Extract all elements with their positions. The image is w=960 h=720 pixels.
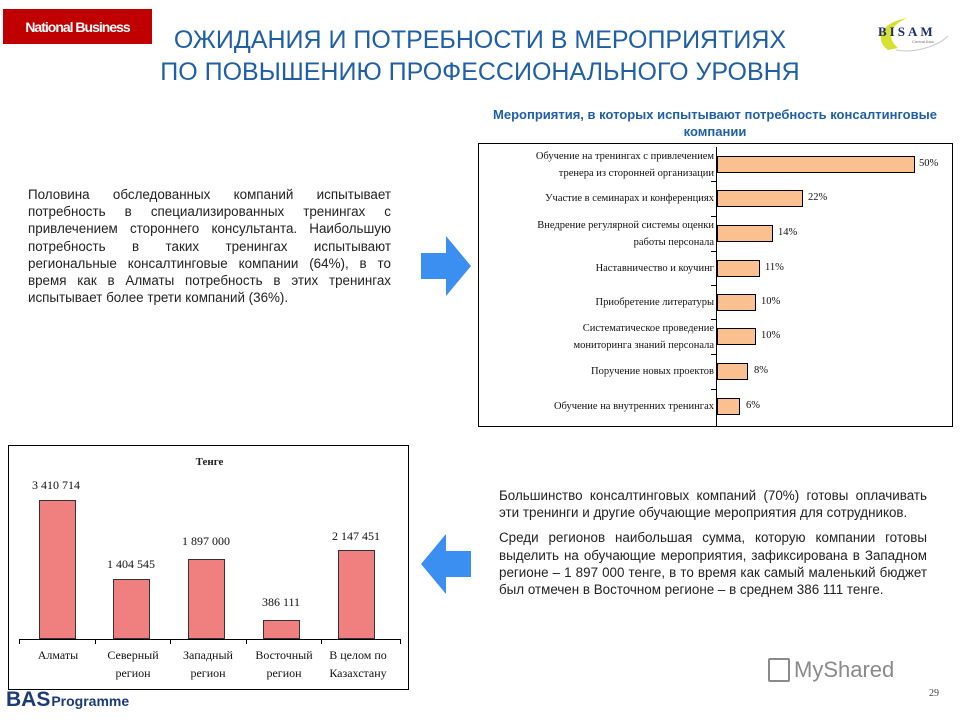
needs-bar-chart — [478, 143, 953, 427]
chart1-bar — [717, 398, 740, 415]
title-line-2: ПО ПОВЫШЕНИЮ ПРОФЕССИОНАЛЬНОГО УРОВНЯ — [160, 58, 800, 86]
chart1-category-label: Обучение на тренингах с привлечением тренера из сторонней организации — [535, 151, 714, 179]
chart1-tick — [711, 285, 716, 286]
arrow-left-icon — [421, 534, 471, 594]
chart1-bar — [717, 363, 748, 380]
right-paragraph-2: Среди регионов наибольшая сумма, которую компании готовы выделить на обучающие мероприятия, зафиксирована в Западном регионе – 1 897 000 тенге, в то время как самый маленький бюджет был отмечен в Восточном регионе – в среднем 386 111 тенге. — [499, 530, 927, 598]
chart1-category-label: Участие в семинарах и конференциях — [545, 193, 714, 204]
chart1-value: 50% — [919, 158, 939, 169]
chart1-tick — [711, 389, 716, 390]
chart1-value: 11% — [765, 262, 784, 273]
budget-bar-chart — [8, 445, 409, 690]
chart1-bar — [717, 225, 773, 242]
chart2-bar — [338, 550, 375, 639]
chart2-tick — [170, 639, 171, 644]
page-title — [130, 24, 830, 88]
chart1-category-label: Обучение на внутренних тренингах — [553, 401, 714, 412]
bas-programme-logo — [6, 688, 129, 712]
national-business-logo: National Business — [3, 9, 152, 44]
left-description: Половина обследованных компаний испытывает потребность в специализированных тренингах с привлечением стороннего консультанта. Наибольшую потребность в таких тренингах испытывают региональные консалтинговые компании (64%), в то время как в Алматы потребность в этих тренингах испытывает более трети компаний (36%). — [28, 187, 391, 306]
chart1-value: 10% — [761, 330, 781, 341]
chart1-bar — [717, 260, 760, 277]
watermark-text: MyShared — [794, 657, 895, 682]
chart2-category-label: Западный регион — [183, 648, 233, 680]
chart2-tick — [95, 639, 96, 644]
chart2-value: 3 410 714 — [32, 478, 80, 492]
chart2-category-label: Северный регион — [107, 648, 159, 680]
chart2-bar — [188, 559, 225, 639]
chart2-category-label: В целом по Казахстану — [329, 648, 387, 680]
chart2-bar — [263, 620, 300, 639]
chart1-axis — [716, 147, 717, 427]
chart2-axis — [19, 639, 401, 640]
chart1-value: 8% — [754, 365, 768, 376]
chart1-tick — [711, 354, 716, 355]
myshared-watermark — [768, 657, 894, 683]
chart1-bar — [717, 156, 915, 173]
chart1-value: 22% — [808, 192, 828, 203]
chart1-bar — [717, 294, 756, 311]
chart1-value: 14% — [778, 227, 798, 238]
title-line-1: ОЖИДАНИЯ И ПОТРЕБНОСТИ В МЕРОПРИЯТИЯХ — [173, 26, 787, 54]
right-description — [499, 487, 927, 606]
chart2-bar — [39, 500, 76, 639]
chart2-tick — [321, 639, 322, 644]
presentation-board-icon — [768, 658, 790, 682]
bisam-subtext: Central Asia — [912, 39, 934, 44]
chart2-tick — [400, 639, 401, 644]
chart2-value: 2 147 451 — [332, 529, 380, 543]
chart1-value: 6% — [746, 400, 760, 411]
chart1-category-label: Поручение новых проектов — [591, 366, 714, 377]
chart1-bar — [717, 190, 803, 207]
chart1-category-label: Приобретение литературы — [595, 297, 714, 308]
chart2-tick — [19, 639, 20, 644]
chart1-category-label: Наставничество и коучинг — [595, 263, 714, 274]
bisam-text: BISAM — [878, 24, 936, 39]
chart2-category-label: Алматы — [37, 648, 79, 662]
bas-text: BAS — [6, 688, 51, 711]
chart1-bar — [717, 328, 756, 345]
chart2-tick — [246, 639, 247, 644]
chart2-bar — [113, 579, 150, 639]
chart2-value: 386 111 — [261, 595, 301, 609]
chart2-title: Тенге — [195, 456, 224, 468]
chart1-tick — [711, 251, 716, 252]
chart2-value: 1 404 545 — [107, 557, 155, 571]
chart2-category-label: Восточный регион — [255, 648, 313, 680]
bisam-logo — [868, 14, 950, 54]
programme-text: Programme — [51, 693, 130, 709]
chart1-category-label: Систематическое проведение мониторинга знаний персонала — [573, 323, 714, 351]
chart1-value: 10% — [761, 296, 781, 307]
chart1-category-label: Внедрение регулярной системы оценки работы персонала — [537, 220, 714, 248]
page-number: 29 — [929, 688, 939, 699]
chart2-value: 1 897 000 — [182, 534, 230, 548]
chart1-title: Мероприятия, в которых испытывают потребность консалтинговые компании — [493, 107, 937, 139]
arrow-right-icon — [421, 236, 471, 296]
right-paragraph-1: Большинство консалтинговых компаний (70%) готовы оплачивать эти тренинги и другие обучающие мероприятия для сотрудников. — [499, 488, 927, 521]
